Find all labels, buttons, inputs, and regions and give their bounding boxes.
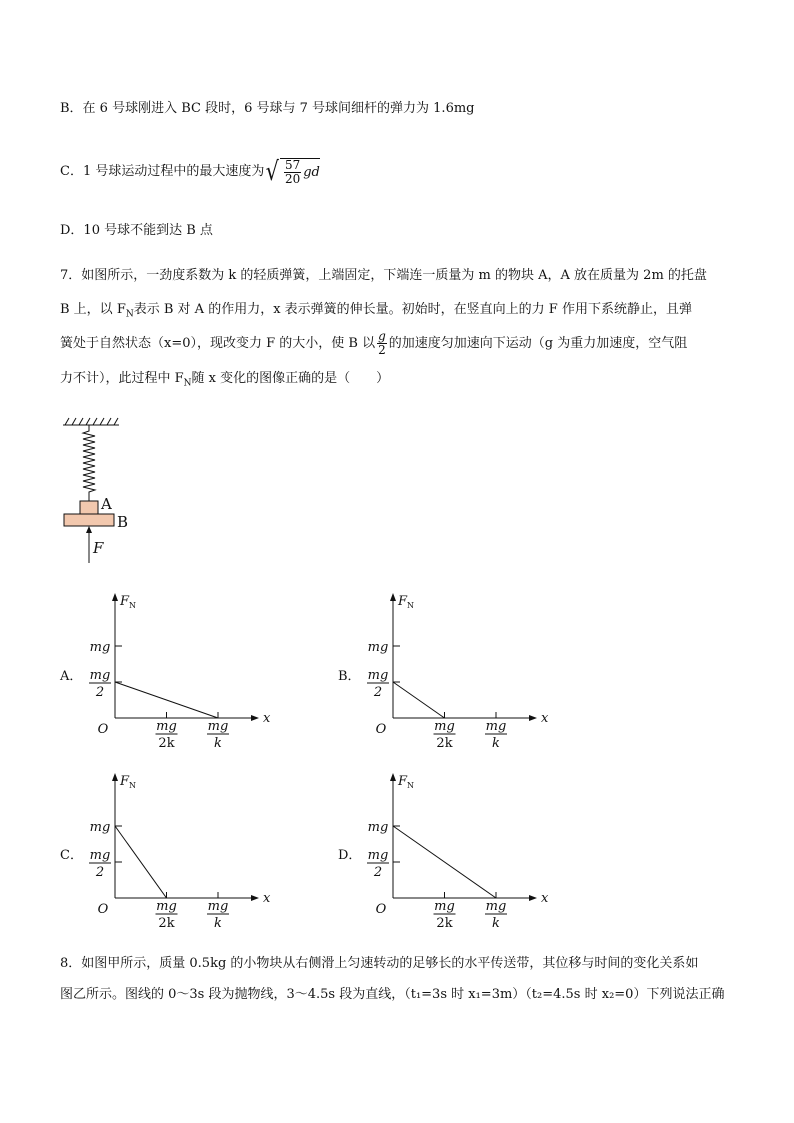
tick-x-full-label-num: mg (207, 719, 229, 734)
tick-y-mg-label: mg (367, 640, 389, 655)
tick-y-half-label-den: 2 (373, 685, 383, 700)
origin-label: O (375, 902, 387, 917)
tick-x-half-label-num: mg (156, 899, 177, 914)
tick-x-half-label-num: mg (434, 719, 455, 734)
q7-line-3: 簧处于自然状态（x=0），现改变力 F 的大小，使 B 以 $\frac{g}{2}$ 的加速度匀加速向下运动（g 为重力加速度，空气阻 (60, 329, 688, 357)
x-axis-label: x (541, 891, 549, 906)
option-d: D．10 号球不能到达 B 点 (60, 223, 213, 238)
root-numerator: 57 (284, 158, 301, 172)
y-axis-label: F (398, 774, 408, 789)
x-axis-arrow-icon (251, 895, 259, 901)
graph-d (363, 765, 563, 940)
graph-label-c: C． (60, 848, 83, 863)
tick-x-half-label-den: 2k (158, 736, 175, 751)
tick-x-half-label-den: 2k (158, 916, 175, 931)
tick-x-half-label-num: mg (156, 719, 177, 734)
option-c (60, 158, 320, 186)
tick-x-full-label-num: mg (485, 719, 507, 734)
tick-y-half-label-num: mg (89, 668, 111, 683)
y-axis-label-sub: N (407, 781, 414, 790)
ceiling-hatch (63, 418, 119, 425)
y-axis-label-sub: N (129, 781, 136, 790)
y-axis-label: F (120, 594, 130, 609)
q8-line-2: 图乙所示。图线的 0～3s 段为抛物线，3～4.5s 段为直线，（t₁=3s 时 x₁=3m）（t₂=4.5s 时 x₂=0）下列说法正确 (60, 987, 725, 1002)
y-axis-arrow-icon (112, 773, 118, 781)
q7-line-1: 7．如图所示，一劲度系数为 k 的轻质弹簧，上端固定，下端连一质量为 m 的物块 A，A 放在质量为 2m 的托盘 (60, 268, 707, 283)
graph-label-d: D． (338, 848, 362, 863)
tick-x-full-label-den: k (492, 916, 500, 931)
block-a (80, 501, 98, 514)
origin-label: O (97, 722, 109, 737)
tick-y-mg-label: mg (367, 820, 389, 835)
q7-line-4: 力不计），此过程中 $F_N$随 x 变化的图像正确的是（ ） (60, 371, 390, 389)
tick-y-half-label-den: 2 (373, 865, 383, 880)
x-axis-label: x (263, 891, 271, 906)
x-axis-label: x (263, 711, 271, 726)
q8-line-1: 8．如图甲所示，质量 0.5kg 的小物块从右侧滑上匀速转动的足够长的水平传送带，其位移与时间的变化关系如 (60, 956, 699, 971)
graph-c (85, 765, 285, 940)
tick-y-half-label-num: mg (367, 848, 389, 863)
tick-x-half-label-den: 2k (436, 916, 453, 931)
x-axis-arrow-icon (251, 715, 259, 721)
tray-b (64, 514, 114, 526)
x-axis-label: x (541, 711, 549, 726)
label-f: F (93, 539, 104, 557)
origin-label: O (375, 722, 387, 737)
y-axis-label: F (398, 594, 408, 609)
arrow-head-icon (86, 526, 92, 533)
x-axis-arrow-icon (529, 715, 537, 721)
tick-x-full-label-num: mg (207, 899, 229, 914)
spring (83, 425, 95, 501)
label-a: A (101, 495, 112, 513)
y-axis-arrow-icon (390, 593, 396, 601)
option-b: B．在 6 号球刚进入 BC 段时，6 号球与 7 号球间细杆的弹力为 1.6mg (60, 101, 475, 116)
tick-x-half-label-num: mg (434, 899, 455, 914)
origin-label: O (97, 902, 109, 917)
x-axis-arrow-icon (529, 895, 537, 901)
q7-line-2: B 上，以 $F_N$表示 B 对 A 的作用力，x 表示弹簧的伸长量。初始时，在竖直向上的力 F 作用下系统静止，且弹 (60, 302, 692, 320)
tick-y-half-label-num: mg (367, 668, 389, 683)
graph-label-b: B． (338, 669, 361, 684)
y-axis-arrow-icon (112, 593, 118, 601)
root-denominator: 20 (284, 172, 301, 186)
y-axis-label: F (120, 774, 130, 789)
tick-x-full-label-den: k (214, 736, 222, 751)
tick-y-half-label-den: 2 (95, 865, 105, 880)
label-b: B (117, 513, 129, 531)
y-axis-label-sub: N (407, 601, 414, 610)
y-axis-arrow-icon (390, 773, 396, 781)
spring-figure (55, 415, 165, 570)
graph-a (85, 585, 285, 760)
graph-b (363, 585, 563, 760)
tick-y-half-label-den: 2 (95, 685, 105, 700)
tick-x-full-label-den: k (214, 916, 222, 931)
tick-x-full-label-num: mg (485, 899, 507, 914)
tick-y-mg-label: mg (89, 640, 111, 655)
tick-x-half-label-den: 2k (436, 736, 453, 751)
series-line (393, 826, 496, 898)
tick-x-full-label-den: k (492, 736, 500, 751)
option-c-text: C．1 号球运动过程中的最大速度为 (60, 164, 265, 179)
graph-label-a: A． (60, 669, 83, 684)
root-tail: gd (303, 164, 320, 180)
series-line (393, 682, 445, 718)
y-axis-label-sub: N (129, 601, 136, 610)
sqrt-expression: √ $\frac{57}{20}$ gd (266, 157, 320, 187)
tick-y-mg-label: mg (89, 820, 111, 835)
series-line (115, 826, 167, 898)
tick-y-half-label-num: mg (89, 848, 111, 863)
